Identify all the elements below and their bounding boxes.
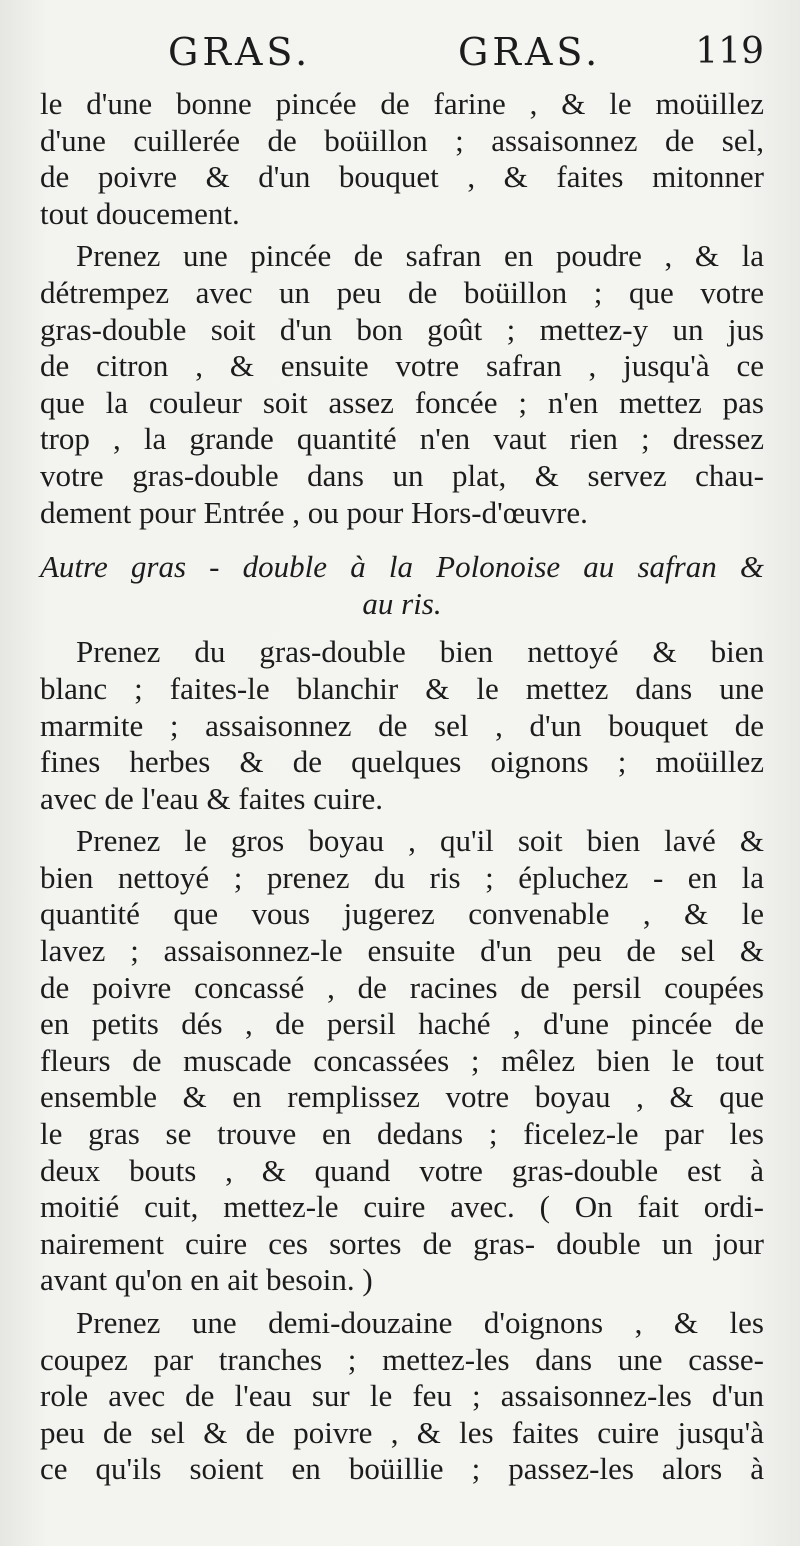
page-body: [40, 86, 764, 1488]
text-line: nairement cuire ces sortes de gras- double un jour: [40, 1225, 764, 1261]
text-line: d'une cuillerée de boüillon ; assaisonnez de sel,: [40, 122, 764, 158]
text-line: deux bouts , & quand votre gras-double est à: [40, 1152, 764, 1188]
text-line: role avec de l'eau sur le feu ; assaisonnez-les d'un: [40, 1378, 764, 1414]
text-line: dement pour Entrée , ou pour Hors-d'œuvre.: [40, 494, 588, 530]
text-line: coupez par tranches ; mettez-les dans une casse-: [40, 1341, 764, 1377]
recipe-title-line: au ris.: [362, 585, 442, 621]
text-line: ce qu'ils soient en boüillie ; passez-les alors à: [40, 1451, 764, 1487]
text-line: marmite ; assaisonnez de sel , d'un bouquet de: [40, 707, 764, 743]
header-left-title: GRAS.: [168, 30, 312, 74]
text-line: de poivre & d'un bouquet , & faites mitonner: [40, 159, 764, 195]
text-line: Prenez du gras-double bien nettoyé & bien: [76, 634, 764, 670]
text-line: lavez ; assaisonnez-le ensuite d'un peu de sel &: [40, 933, 764, 969]
text-line: blanc ; faites-le blanchir & le mettez dans une: [40, 670, 764, 706]
text-line: détrempez avec un peu de boüillon ; que votre: [40, 274, 764, 310]
text-line: trop , la grande quantité n'en vaut rien ; dressez: [40, 421, 764, 457]
text-line: moitié cuit, mettez-le cuire avec. ( On fait ordi-: [40, 1189, 764, 1225]
running-header: [40, 22, 764, 82]
text-line: le d'une bonne pincée de farine , & le moüillez: [40, 86, 764, 121]
text-line: le gras se trouve en dedans ; ficelez-le par les: [40, 1116, 764, 1152]
paragraph: [40, 238, 764, 531]
paragraph: [40, 1305, 764, 1488]
text-line: quantité que vous jugerez convenable , & le: [40, 896, 764, 932]
text-line: de poivre concassé , de racines de persil coupées: [40, 969, 764, 1005]
text-line: Prenez une demi-douzaine d'oignons , & les: [76, 1305, 764, 1340]
text-line: avec de l'eau & faites cuire.: [40, 780, 383, 816]
text-line: fines herbes & de quelques oignons ; moüillez: [40, 744, 764, 780]
text-line: bien nettoyé ; prenez du ris ; épluchez - en la: [40, 859, 764, 895]
text-line: avant qu'on en ait besoin. ): [40, 1262, 373, 1298]
paragraph: [40, 634, 764, 817]
text-line: en petits dés , de persil haché , d'une pincée de: [40, 1006, 764, 1042]
text-line: que la couleur soit assez foncée ; n'en mettez pas: [40, 384, 764, 420]
recipe-title-line: Autre gras - double à la Polonoise au safran &: [40, 549, 764, 585]
text-line: de citron , & ensuite votre safran , jusqu'à ce: [40, 348, 764, 384]
text-line: peu de sel & de poivre , & les faites cuire jusqu'à: [40, 1414, 764, 1450]
text-line: votre gras-double dans un plat, & servez chau-: [40, 457, 764, 493]
text-line: Prenez une pincée de safran en poudre , & la: [76, 238, 764, 274]
text-line: fleurs de muscade concassées ; mêlez bien le tout: [40, 1042, 764, 1078]
paragraph: [40, 823, 764, 1299]
paragraph-continuation: [40, 86, 764, 232]
text-line: ensemble & en remplissez votre boyau , & que: [40, 1079, 764, 1115]
page-number: 119: [695, 31, 764, 72]
text-line: gras-double soit d'un bon goût ; mettez-y un jus: [40, 311, 764, 347]
text-line: Prenez le gros boyau , qu'il soit bien lavé &: [76, 823, 764, 859]
text-line: tout doucement.: [40, 195, 240, 231]
header-center-title: GRAS.: [458, 30, 602, 74]
recipe-title: [40, 549, 764, 622]
